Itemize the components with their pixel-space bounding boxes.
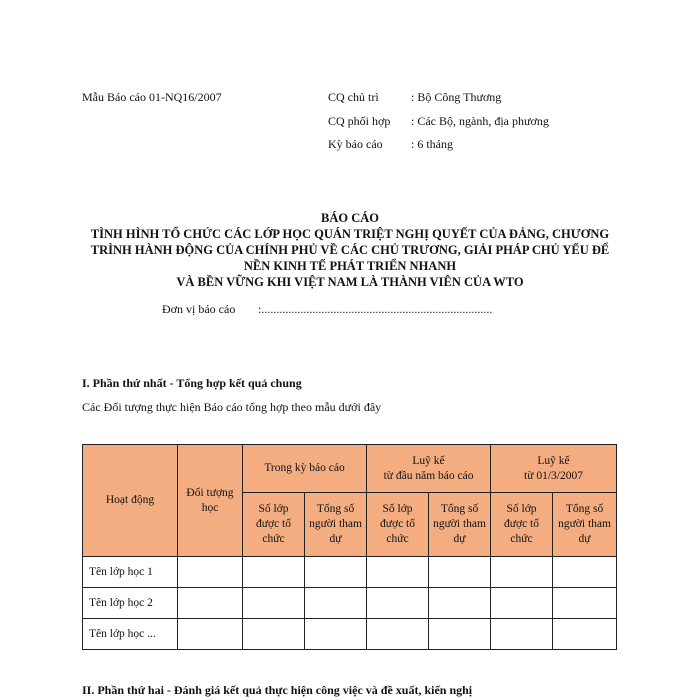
meta-row-report-period bbox=[328, 137, 588, 153]
table-row bbox=[83, 588, 617, 619]
reporting-unit-label: Đơn vị báo cáo bbox=[162, 302, 236, 316]
table-cell bbox=[429, 619, 491, 650]
table-cell bbox=[305, 588, 367, 619]
subheader-participants: Tổng số người tham dự bbox=[553, 493, 617, 557]
reporting-unit-field: :............................................................................. bbox=[258, 302, 493, 316]
meta-key: CQ phối hợp bbox=[328, 114, 391, 128]
form-code: Mẫu Báo cáo 01-NQ16/2007 bbox=[82, 90, 222, 104]
table-cell bbox=[491, 557, 553, 588]
subheader-participants: Tổng số người tham dự bbox=[305, 493, 367, 557]
table-cell bbox=[367, 557, 429, 588]
table-cell bbox=[243, 619, 305, 650]
header-current-period: Trong kỳ báo cáo bbox=[243, 445, 367, 493]
meta-key: Kỳ báo cáo bbox=[328, 137, 383, 151]
report-table bbox=[82, 444, 617, 650]
subheader-classes: Số lớp được tổ chức bbox=[491, 493, 553, 557]
row-label: Tên lớp học 1 bbox=[83, 557, 178, 588]
header-activity: Hoạt động bbox=[83, 445, 178, 557]
section-1-intro: Các Đối tượng thực hiện Báo cáo tổng hợp theo mẫu dưới đây bbox=[82, 400, 382, 414]
meta-value: : Các Bộ, ngành, địa phương bbox=[411, 114, 549, 128]
header-ytd-line1: Luỹ kế bbox=[412, 454, 445, 467]
subheader-classes: Số lớp được tổ chức bbox=[243, 493, 305, 557]
table-cell bbox=[243, 588, 305, 619]
section-1-heading: I. Phần thứ nhất - Tổng hợp kết quả chung bbox=[82, 376, 302, 390]
table-row bbox=[83, 557, 617, 588]
meta-value: : 6 tháng bbox=[411, 137, 453, 151]
report-title-line: BÁO CÁO bbox=[321, 211, 379, 225]
meta-row-lead-agency bbox=[328, 90, 588, 106]
section-2-heading: II. Phần thứ hai - Đánh giá kết quả thực hiện công việc và đề xuất, kiến nghị bbox=[82, 683, 473, 697]
report-title-line: TÌNH HÌNH TỔ CHỨC CÁC LỚP HỌC QUÁN TRIỆT NGHỊ QUYẾT CỦA ĐẢNG, CHƯƠNG bbox=[90, 227, 610, 241]
table-cell bbox=[305, 557, 367, 588]
header-since-line2: từ 01/3/2007 bbox=[524, 469, 583, 482]
row-label: Tên lớp học 2 bbox=[83, 588, 178, 619]
table-cell bbox=[491, 619, 553, 650]
report-title-line: TRÌNH HÀNH ĐỘNG CỦA CHÍNH PHỦ VỀ CÁC CHỦ TRƯƠNG, GIẢI PHÁP CHỦ YẾU ĐỂ bbox=[90, 243, 610, 257]
report-title-line: NỀN KINH TẾ PHÁT TRIỂN NHANH bbox=[243, 259, 457, 273]
table-cell bbox=[178, 588, 243, 619]
table-cell bbox=[553, 588, 617, 619]
meta-row-coordinating-agency bbox=[328, 114, 588, 130]
header-ytd bbox=[367, 445, 491, 493]
table-cell bbox=[429, 557, 491, 588]
table-cell bbox=[305, 619, 367, 650]
header-since-2007 bbox=[491, 445, 617, 493]
table-cell bbox=[553, 557, 617, 588]
table-cell bbox=[367, 588, 429, 619]
header-since-line1: Luỹ kế bbox=[537, 454, 570, 467]
table-cell bbox=[367, 619, 429, 650]
table-cell bbox=[491, 588, 553, 619]
meta-key: CQ chủ trì bbox=[328, 90, 379, 104]
table-cell bbox=[243, 557, 305, 588]
table-row bbox=[83, 619, 617, 650]
meta-value: : Bộ Công Thương bbox=[411, 90, 502, 104]
row-label: Tên lớp học ... bbox=[83, 619, 178, 650]
table-cell bbox=[429, 588, 491, 619]
subheader-participants: Tổng số người tham dự bbox=[429, 493, 491, 557]
header-ytd-line2: từ đầu năm báo cáo bbox=[383, 469, 474, 482]
table-cell bbox=[178, 619, 243, 650]
report-title-line: VÀ BỀN VỮNG KHI VIỆT NAM LÀ THÀNH VIÊN CỦA WTO bbox=[176, 275, 524, 289]
header-target: Đối tượng học bbox=[178, 445, 243, 557]
subheader-classes: Số lớp được tổ chức bbox=[367, 493, 429, 557]
table-cell bbox=[553, 619, 617, 650]
table-cell bbox=[178, 557, 243, 588]
